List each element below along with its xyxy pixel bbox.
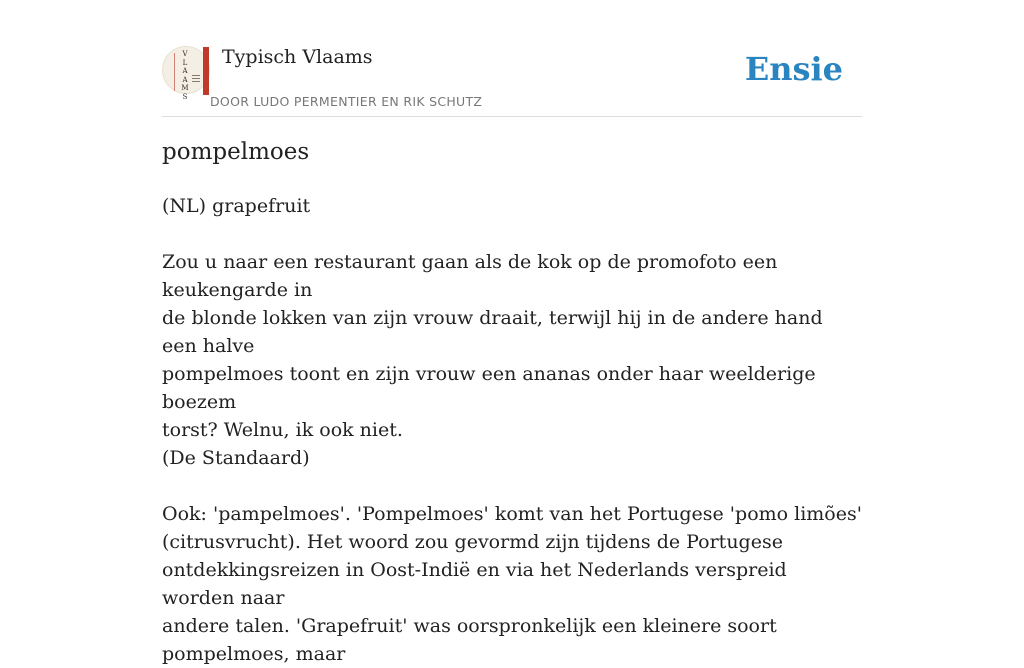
- example-source: (De Standaard): [162, 447, 310, 469]
- avatar-detail: [192, 75, 200, 76]
- spacer: [162, 220, 862, 248]
- brand-logo[interactable]: Ensie: [744, 50, 843, 88]
- example-line: pompelmoes toont en zijn vrouw een ananas onder haar weelderige boezem: [162, 363, 816, 413]
- avatar-stripe: [203, 47, 209, 95]
- note-line: Ook: 'pampelmoes'. 'Pompelmoes' komt van het Portugese 'pomo limões': [162, 503, 862, 525]
- note-line: andere talen. 'Grapefruit' was oorspronkelijk een kleinere soort pompelmoes, maar: [162, 615, 777, 665]
- byline: DOOR LUDO PERMENTIER EN RIK SCHUTZ: [210, 94, 483, 109]
- note-line: ontdekkingsreizen in Oost-Indië en via het Nederlands verspreid worden naar: [162, 559, 787, 609]
- publication-title[interactable]: Typisch Vlaams: [222, 46, 373, 68]
- example-line: torst? Welnu, ik ook niet.: [162, 419, 403, 441]
- note-line: (citrusvrucht). Het woord zou gevormd zijn tijdens de Portugese: [162, 531, 783, 553]
- spacer: [162, 472, 862, 500]
- avatar-rule: [174, 53, 175, 91]
- example-line: de blonde lokken van zijn vrouw draait, terwijl hij in de andere hand een halve: [162, 307, 823, 357]
- avatar-letters: V L A A M S: [181, 50, 189, 101]
- header: [162, 46, 862, 117]
- entry-body: [162, 192, 862, 668]
- translation: (NL) grapefruit: [162, 195, 311, 217]
- entry-title: pompelmoes: [162, 139, 310, 165]
- example-line: Zou u naar een restaurant gaan als de kok op de promofoto een keukengarde in: [162, 251, 778, 301]
- publication-avatar[interactable]: [162, 46, 210, 101]
